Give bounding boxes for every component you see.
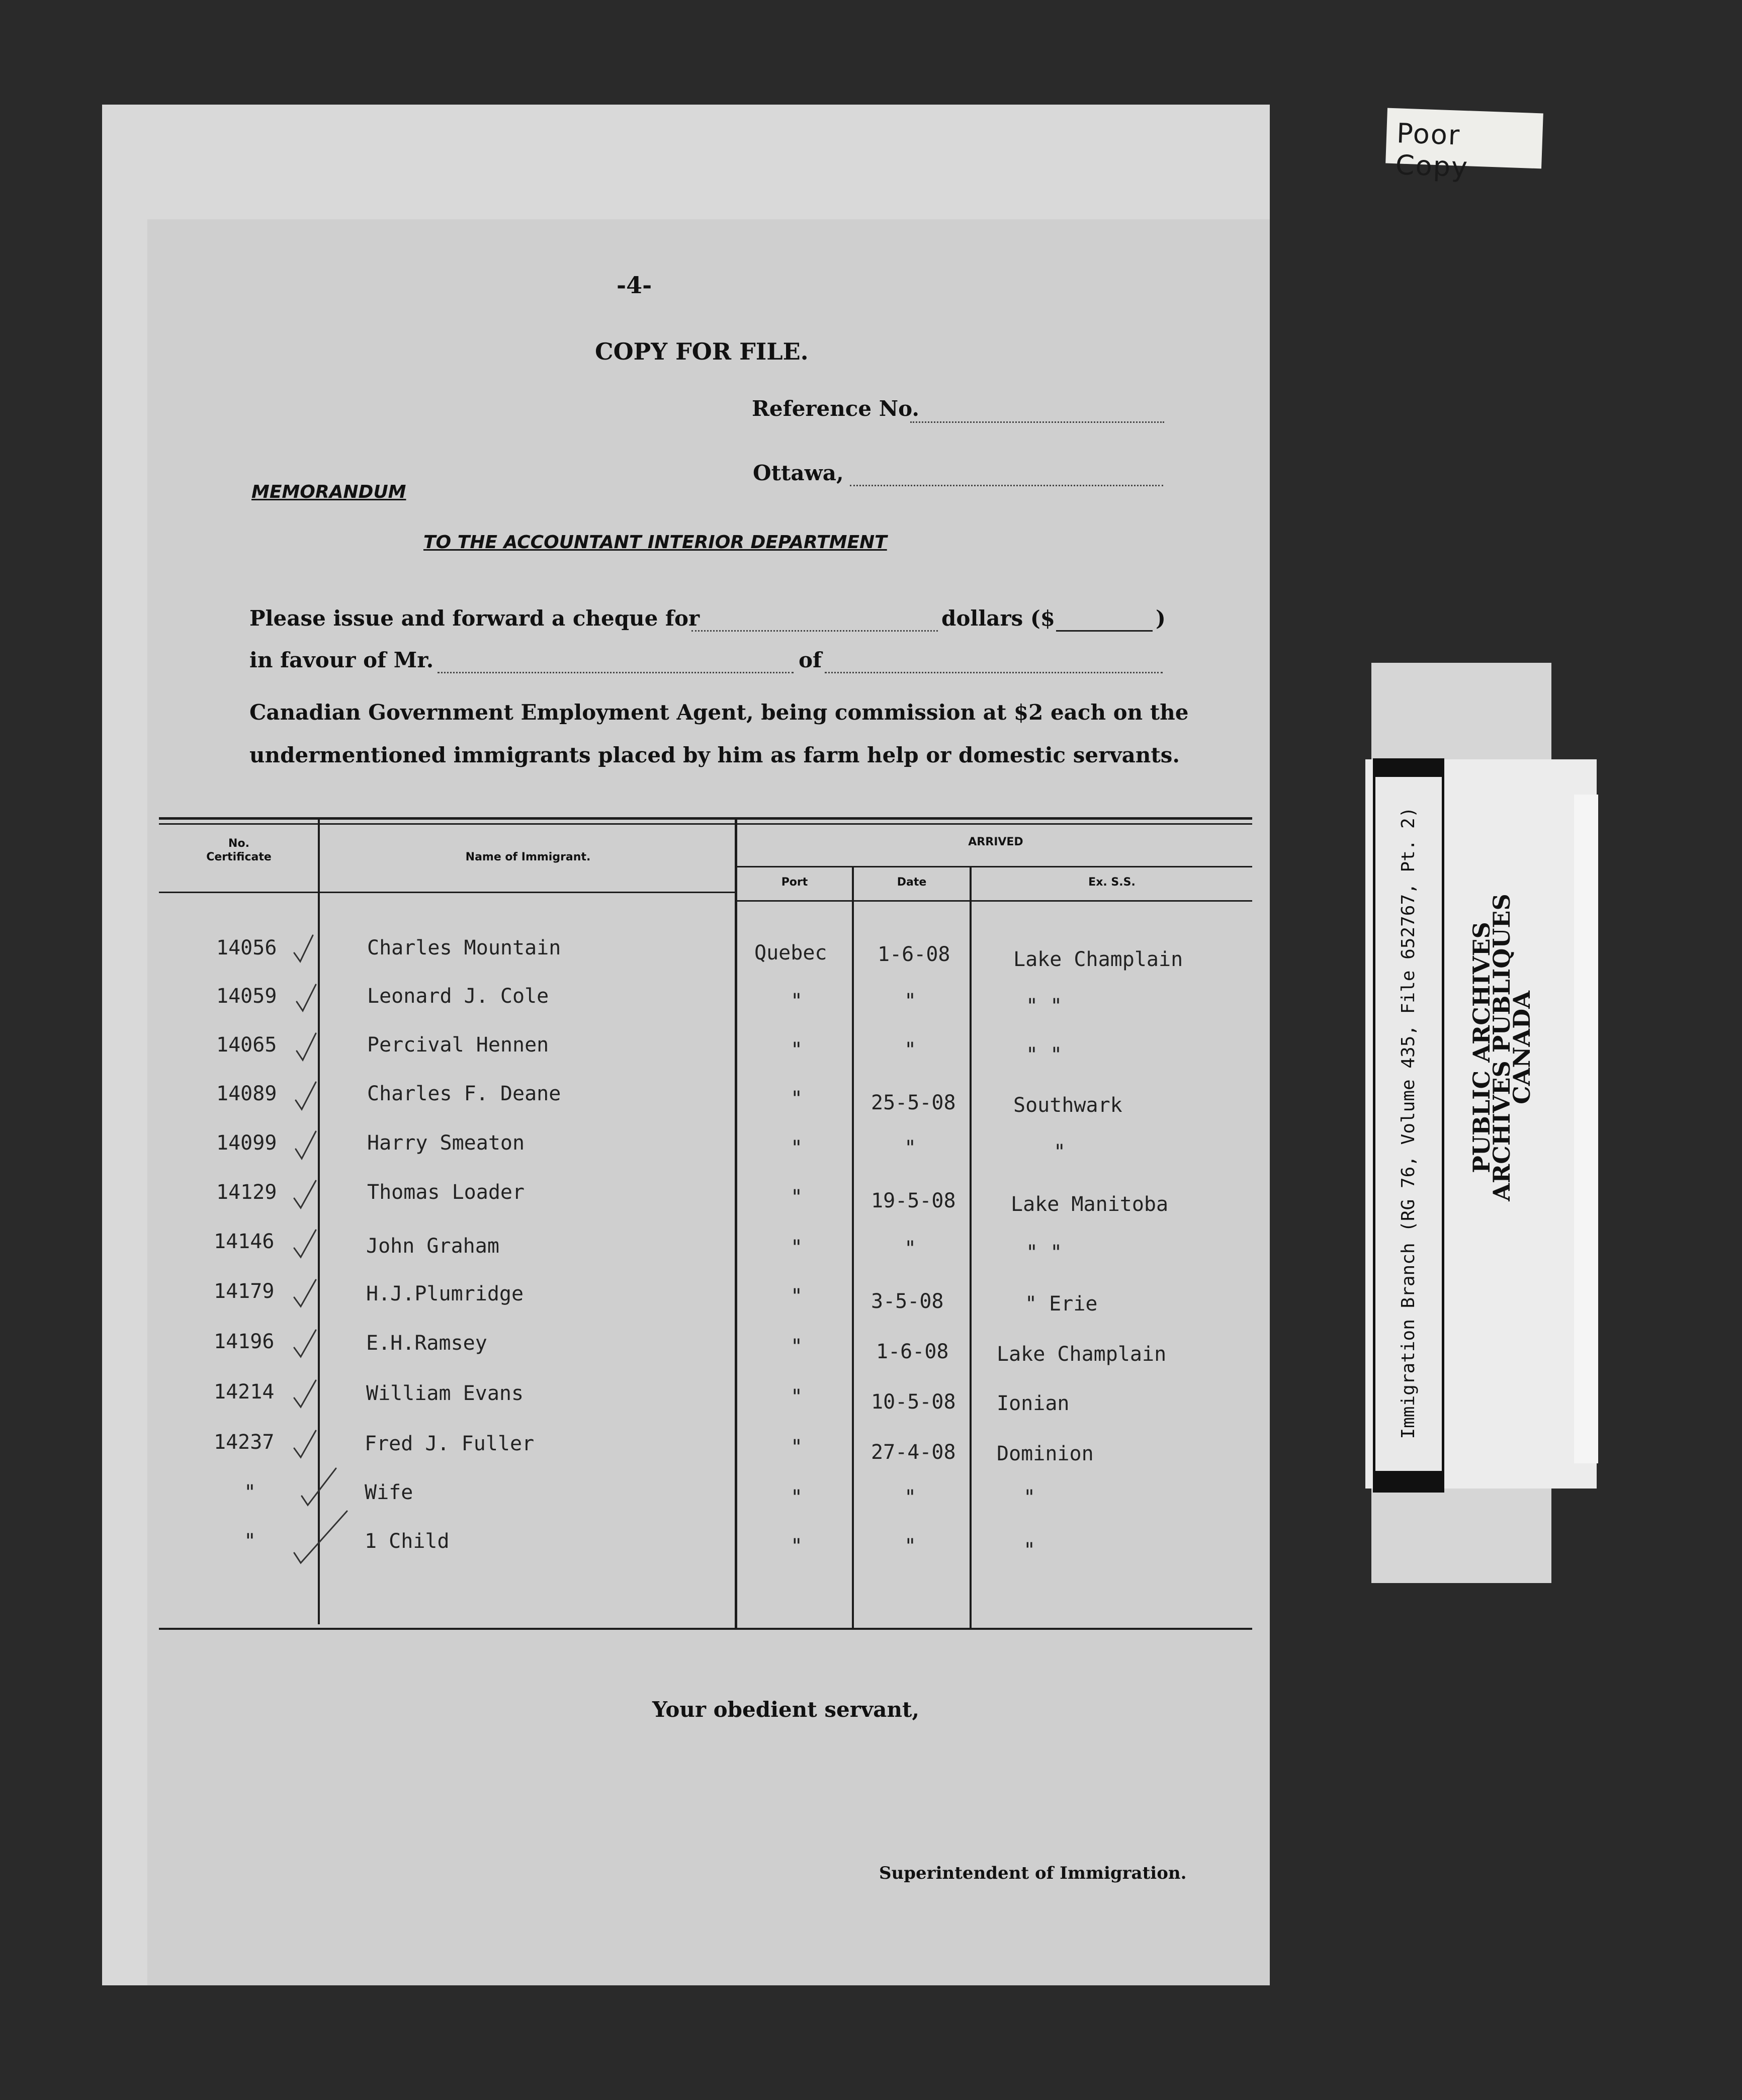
col-divider-name <box>735 820 737 1629</box>
ship: " Erie <box>1025 1292 1098 1316</box>
ottawa-date-field <box>850 485 1163 486</box>
ship: Lake Champlain <box>1013 948 1183 971</box>
immigrant-name: Charles F. Deane <box>367 1082 561 1105</box>
cert-number: 14146 <box>214 1230 275 1253</box>
ship: " " <box>1026 995 1063 1018</box>
ship: " " <box>1026 1043 1063 1067</box>
immigrant-name: Percival Hennen <box>367 1033 549 1057</box>
signature-title: Superintendent of Immigration. <box>879 1863 1187 1883</box>
port: " <box>791 1136 803 1160</box>
arrival-date: " <box>904 990 917 1013</box>
body-line-4: undermentioned immigrants placed by him as farm help or domestic servants. <box>249 743 1180 767</box>
ship: Lake Champlain <box>997 1343 1167 1366</box>
immigrant-name: Leonard J. Cole <box>367 985 549 1008</box>
header-certificate: Certificate <box>206 851 272 863</box>
cert-number: 14129 <box>216 1181 277 1204</box>
port: " <box>791 1535 803 1558</box>
cert-number: " <box>244 1481 256 1504</box>
header-date: Date <box>897 876 927 889</box>
archives-french: ARCHIVES PUBLIQUES <box>1488 894 1515 1201</box>
header-ship: Ex. S.S. <box>1088 876 1136 889</box>
arrival-date: 1-6-08 <box>876 1340 949 1363</box>
arrived-rule <box>737 866 1252 867</box>
port: " <box>791 990 803 1013</box>
cert-number: 14214 <box>214 1380 275 1404</box>
arrival-date: 3-5-08 <box>871 1290 944 1313</box>
arrival-date: 10-5-08 <box>871 1390 956 1414</box>
header-no: No. <box>228 837 249 850</box>
body-line-1a: Please issue and forward a cheque for <box>249 606 700 631</box>
arrival-date: 1-6-08 <box>878 943 950 966</box>
port: " <box>791 1285 803 1308</box>
immigrant-name: 1 Child <box>365 1530 450 1553</box>
cert-number: " <box>244 1530 256 1553</box>
ottawa-label: Ottawa, <box>753 461 844 485</box>
payee-name-field <box>438 672 794 673</box>
poor-copy-text: Poor Copy <box>1395 117 1469 184</box>
table-top-rule <box>159 817 1252 820</box>
arrival-date: 25-5-08 <box>871 1091 956 1114</box>
port: " <box>791 1087 803 1110</box>
arrival-date: 27-4-08 <box>871 1441 956 1464</box>
arrival-date: 19-5-08 <box>871 1189 956 1212</box>
port: " <box>791 1335 803 1358</box>
payee-location-field <box>825 672 1163 673</box>
arrival-date: " <box>904 1136 917 1160</box>
ship: Dominion <box>997 1442 1094 1465</box>
port: " <box>791 1436 803 1459</box>
cert-number: 14099 <box>216 1131 277 1155</box>
immigrant-name: Wife <box>365 1481 413 1504</box>
port: " <box>791 1186 803 1209</box>
col-divider-certificate <box>318 820 320 1624</box>
page-number: -4- <box>617 272 652 299</box>
header-bottom-rule-left <box>159 892 737 893</box>
cert-number: 14059 <box>216 985 277 1008</box>
col-divider-port <box>852 867 854 1629</box>
port: Quebec <box>754 941 827 965</box>
body-line-1b: dollars ($ <box>941 606 1055 631</box>
reference-field <box>910 421 1164 423</box>
col-divider-date <box>970 867 972 1629</box>
body-line-2a: in favour of Mr. <box>249 648 434 672</box>
immigrant-name: William Evans <box>366 1382 524 1405</box>
addressee-heading: TO THE ACCOUNTANT INTERIOR DEPARTMENT <box>423 532 887 553</box>
header-port: Port <box>781 876 808 889</box>
cert-number: 14089 <box>216 1082 277 1105</box>
ship: Southwark <box>1013 1094 1122 1117</box>
archives-english: PUBLIC ARCHIVES <box>1468 922 1495 1173</box>
ship: " <box>1023 1486 1036 1509</box>
port: " <box>791 1236 803 1259</box>
memorandum-heading: MEMORANDUM <box>251 482 406 502</box>
ship: Ionian <box>997 1392 1070 1415</box>
archive-reference-text: Immigration Branch (RG 76, Volume 435, File 652767, Pt. 2) <box>1398 807 1419 1439</box>
immigrant-name: H.J.Plumridge <box>366 1282 524 1305</box>
cert-number: 14196 <box>214 1330 275 1353</box>
cert-number: 14065 <box>216 1033 277 1057</box>
ship: " " <box>1026 1241 1063 1264</box>
reference-label: Reference No. <box>752 396 920 421</box>
header-bottom-rule-right <box>737 900 1252 902</box>
cert-number: 14056 <box>216 936 277 959</box>
ship: " <box>1023 1539 1036 1562</box>
cert-number: 14237 <box>214 1431 275 1454</box>
immigrant-name: John Graham <box>366 1235 499 1258</box>
amount-words-field <box>691 630 938 632</box>
ship: " <box>1054 1141 1066 1164</box>
cert-number: 14179 <box>214 1280 275 1303</box>
arrival-date: " <box>904 1535 917 1558</box>
table-top-rule-2 <box>159 823 1252 825</box>
archive-slip-edge <box>1574 795 1598 1463</box>
poor-copy-label <box>1385 108 1543 184</box>
port: " <box>791 1385 803 1409</box>
body-line-1c: ) <box>1156 606 1166 631</box>
body-line-2b: of <box>799 648 822 672</box>
immigrant-name: Fred J. Fuller <box>365 1432 535 1455</box>
immigrant-name: Harry Smeaton <box>367 1131 525 1155</box>
immigrant-name: E.H.Ramsey <box>366 1332 487 1355</box>
port: " <box>791 1038 803 1062</box>
immigrant-name: Charles Mountain <box>367 936 561 959</box>
header-arrived: ARRIVED <box>968 836 1023 848</box>
port: " <box>791 1486 803 1509</box>
table-bottom-rule <box>159 1628 1252 1630</box>
closing: Your obedient servant, <box>652 1697 920 1722</box>
amount-figure-field <box>1056 630 1153 632</box>
form-title: COPY FOR FILE. <box>595 338 809 365</box>
arrival-date: " <box>904 1038 917 1062</box>
arrival-date: " <box>904 1237 917 1260</box>
immigrant-name: Thomas Loader <box>367 1181 525 1204</box>
ship: Lake Manitoba <box>1011 1193 1169 1216</box>
header-name: Name of Immigrant. <box>465 851 591 863</box>
arrival-date: " <box>904 1486 917 1509</box>
archives-country: CANADA <box>1508 991 1535 1104</box>
body-line-3: Canadian Government Employment Agent, being commission at $2 each on the <box>249 700 1189 725</box>
